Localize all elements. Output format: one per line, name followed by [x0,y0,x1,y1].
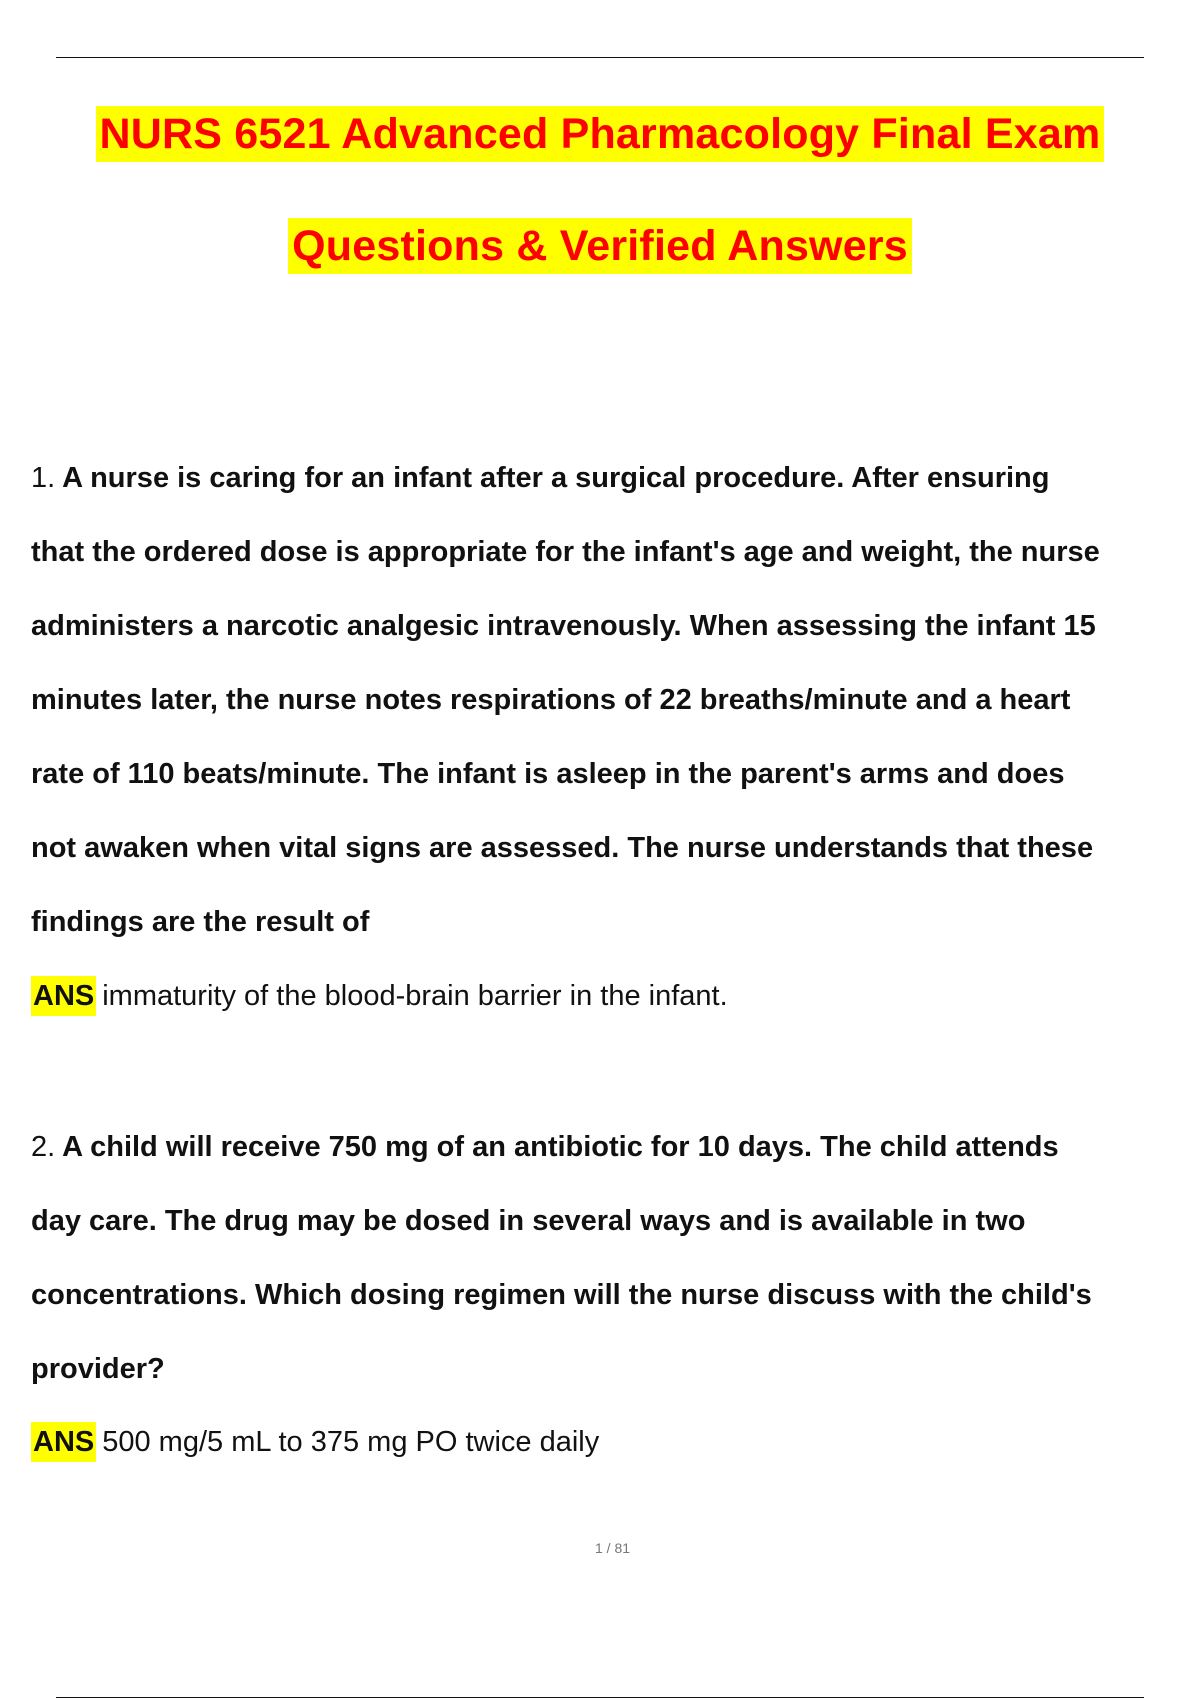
bottom-rule [56,1697,1144,1698]
question-2-number: 2. [31,1131,56,1163]
question-1-text-line-4: minutes later, the nurse notes respirations of 22 breaths/minute and a heart [31,684,1071,716]
title-text-1: NURS 6521 Advanced Pharmacology Final Exam [96,106,1105,162]
title-line-1 [0,106,1200,218]
question-2-text-line-1: A child will receive 750 mg of an antibiotic for 10 days. The child attends [62,1131,1059,1163]
question-1-text-line-3: administers a narcotic analgesic intravenously. When assessing the infant 15 [31,610,1096,642]
question-2-text-line-2: day care. The drug may be dosed in several ways and is available in two [31,1205,1026,1237]
question-1-text-line-1: A nurse is caring for an infant after a surgical procedure. After ensuring [62,462,1050,494]
question-1-text-line-2: that the ordered dose is appropriate for the infant's age and weight, the nurse [31,536,1100,568]
document-title [0,106,1200,330]
title-line-2 [0,218,1200,330]
question-1-text-line-5: rate of 110 beats/minute. The infant is asleep in the parent's arms and does [31,758,1065,790]
question-2-line [31,1110,1200,1184]
question-1-number: 1. [31,462,56,494]
answer-2-label: ANS [31,1422,96,1462]
question-1 [31,441,1200,959]
title-text-2: Questions & Verified Answers [288,218,912,274]
page-number: 1 / 81 [594,1540,631,1556]
answer-2-text: 500 mg/5 mL to 375 mg PO twice daily [102,1426,600,1458]
answer-1-label: ANS [31,976,96,1016]
answer-1-text: immaturity of the blood-brain barrier in the infant. [102,980,728,1012]
question-2-text-line-3: concentrations. Which dosing regimen will the nurse discuss with the child's [31,1279,1092,1311]
question-2 [31,1110,1200,1406]
answer-1 [31,976,1181,1016]
top-rule [56,57,1144,58]
answer-2 [31,1422,1181,1462]
question-2-text-line-4: provider? [31,1353,165,1385]
question-1-line [31,441,1200,515]
question-1-text-line-6: not awaken when vital signs are assessed. The nurse understands that these [31,832,1094,864]
question-1-text-line-7: findings are the result of [31,906,370,938]
